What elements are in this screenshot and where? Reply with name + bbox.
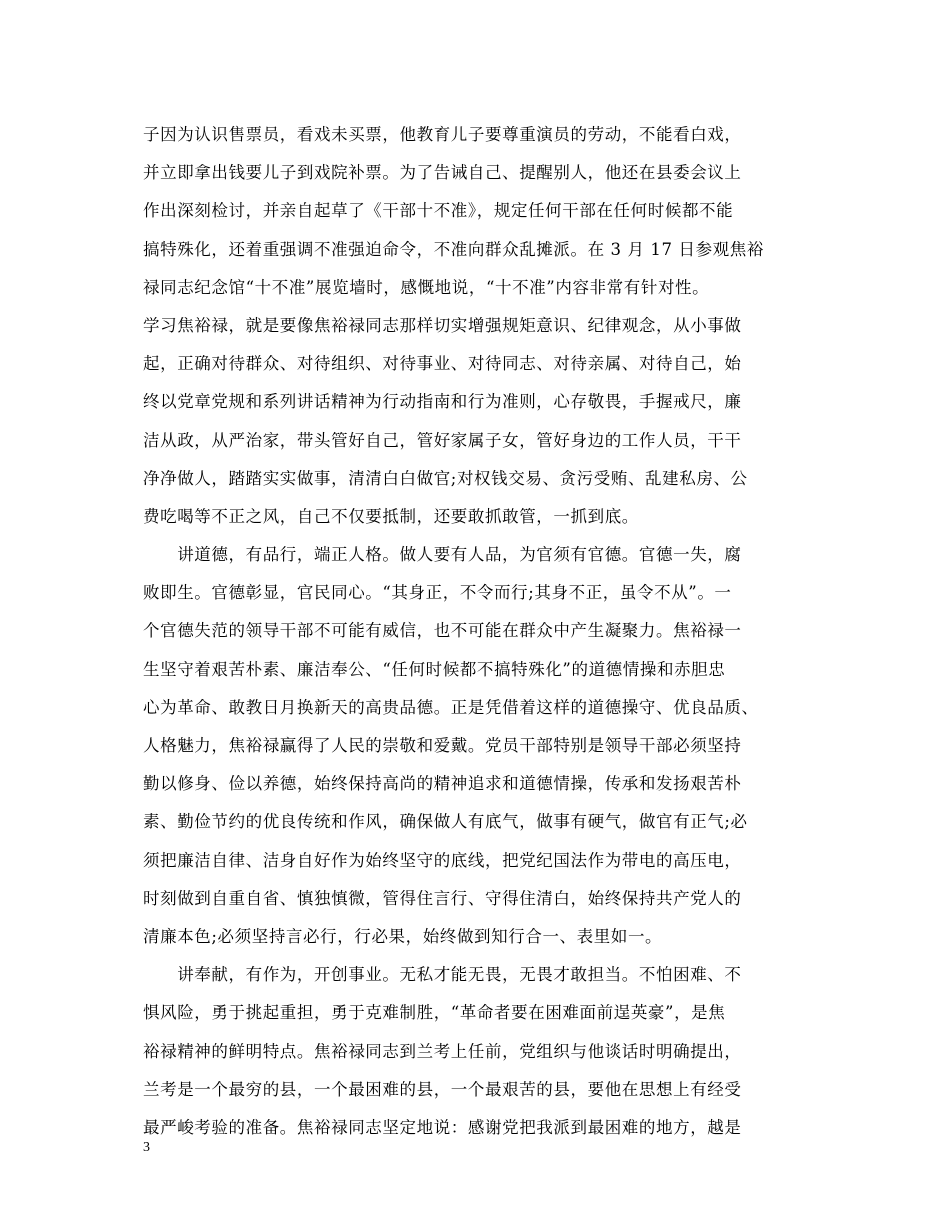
text-line: 禄同志纪念馆“十不准”展览墙时，感慨地说，“十不准”内容非常有针对性。 xyxy=(143,277,710,297)
text-line: 讲道德，有品行，端正人格。做人要有人品，为官须有官德。官德一失，腐 xyxy=(143,545,742,565)
text-line: 清廉本色;必须坚持言必行，行必果，始终做到知行合一、表里如一。 xyxy=(143,926,663,946)
text-line: 子因为认识售票员，看戏未买票，他教育儿子要尊重演员的劳动，不能看白戏， xyxy=(143,125,742,144)
text-line: 人格魅力，焦裕禄赢得了人民的崇敬和爱戴。党员干部特别是领导干部必须坚持 xyxy=(143,736,742,755)
text-line: 学习焦裕禄，就是要像焦裕禄同志那样切实增强规矩意识、纪律观念，从小事做 xyxy=(143,315,742,335)
text-line: 最严峻考验的准备。焦裕禄同志坚定地说：感谢党把我派到最困难的地方，越是 xyxy=(143,1117,742,1137)
text-line: 时刻做到自重自省、慎独慎微，管得住言行、守得住清白，始终保持共产党人的 xyxy=(143,888,742,908)
text-line: 素、勤俭节约的优良传统和作风，确保做人有底气，做事有硬气，做官有正气;必 xyxy=(143,812,748,832)
text-line: 兰考是一个最穷的县，一个最困难的县，一个最艰苦的县，要他在思想上有经受 xyxy=(143,1079,742,1099)
text-line: 败即生。官德彰显，官民同心。“其身正，不令而行;其身不正，虽令不从”。一 xyxy=(143,583,732,603)
text-line: 生坚守着艰苦朴素、廉洁奉公、“任何时候都不搞特殊化”的道德情操和赤胆忠 xyxy=(143,659,726,679)
text-line: 裕禄精神的鲜明特点。焦裕禄同志到兰考上任前，党组织与他谈话时明确提出， xyxy=(143,1041,742,1061)
text-line: 并立即拿出钱要儿子到戏院补票。为了告诫自己、提醒别人，他还在县委会议上 xyxy=(143,163,742,183)
page-number: 3 xyxy=(143,1140,150,1155)
text-line: 个官德失范的领导干部不可能有威信，也不可能在群众中产生凝聚力。焦裕禄一 xyxy=(143,621,742,641)
text-line: 洁从政，从严治家，带头管好自己，管好家属子女，管好身边的工作人员，干干 xyxy=(143,430,742,450)
text-line: 搞特殊化，还着重强调不准强迫命令，不准向群众乱摊派。在 3 月 17 日参观焦裕 xyxy=(143,239,764,259)
text-line: 惧风险，勇于挑起重担，勇于克难制胜，“革命者要在困难面前逞英豪”，是焦 xyxy=(143,1003,726,1023)
text-line: 须把廉洁自律、洁身自好作为始终坚守的底线，把党纪国法作为带电的高压电， xyxy=(143,850,742,870)
text-line: 勤以修身、俭以养德，始终保持高尚的精神追求和道德情操，传承和发扬艰苦朴 xyxy=(143,774,742,794)
text-line: 讲奉献，有作为，开创事业。无私才能无畏，无畏才敢担当。不怕困难、不 xyxy=(143,965,742,985)
text-line: 起，正确对待群众、对待组织、对待事业、对待同志、对待亲属、对待自己，始 xyxy=(143,354,742,374)
text-line: 终以党章党规和系列讲话精神为行动指南和行为准则，心存敬畏，手握戒尺，廉 xyxy=(143,392,742,412)
text-line: 心为革命、敢教日月换新天的高贵品德。正是凭借着这样的道德操守、优良品质、 xyxy=(143,697,759,717)
text-line: 作出深刻检讨，并亲自起草了《干部十不准》，规定任何干部在任何时候都不能 xyxy=(143,201,734,221)
text-line: 费吃喝等不正之风，自己不仅要抵制，还要敢抓敢管，一抓到底。 xyxy=(143,506,639,526)
text-line: 净净做人，踏踏实实做事，清清白白做官;对权钱交易、贪污受贿、乱建私房、公 xyxy=(143,468,748,488)
body-text xyxy=(143,116,813,1147)
